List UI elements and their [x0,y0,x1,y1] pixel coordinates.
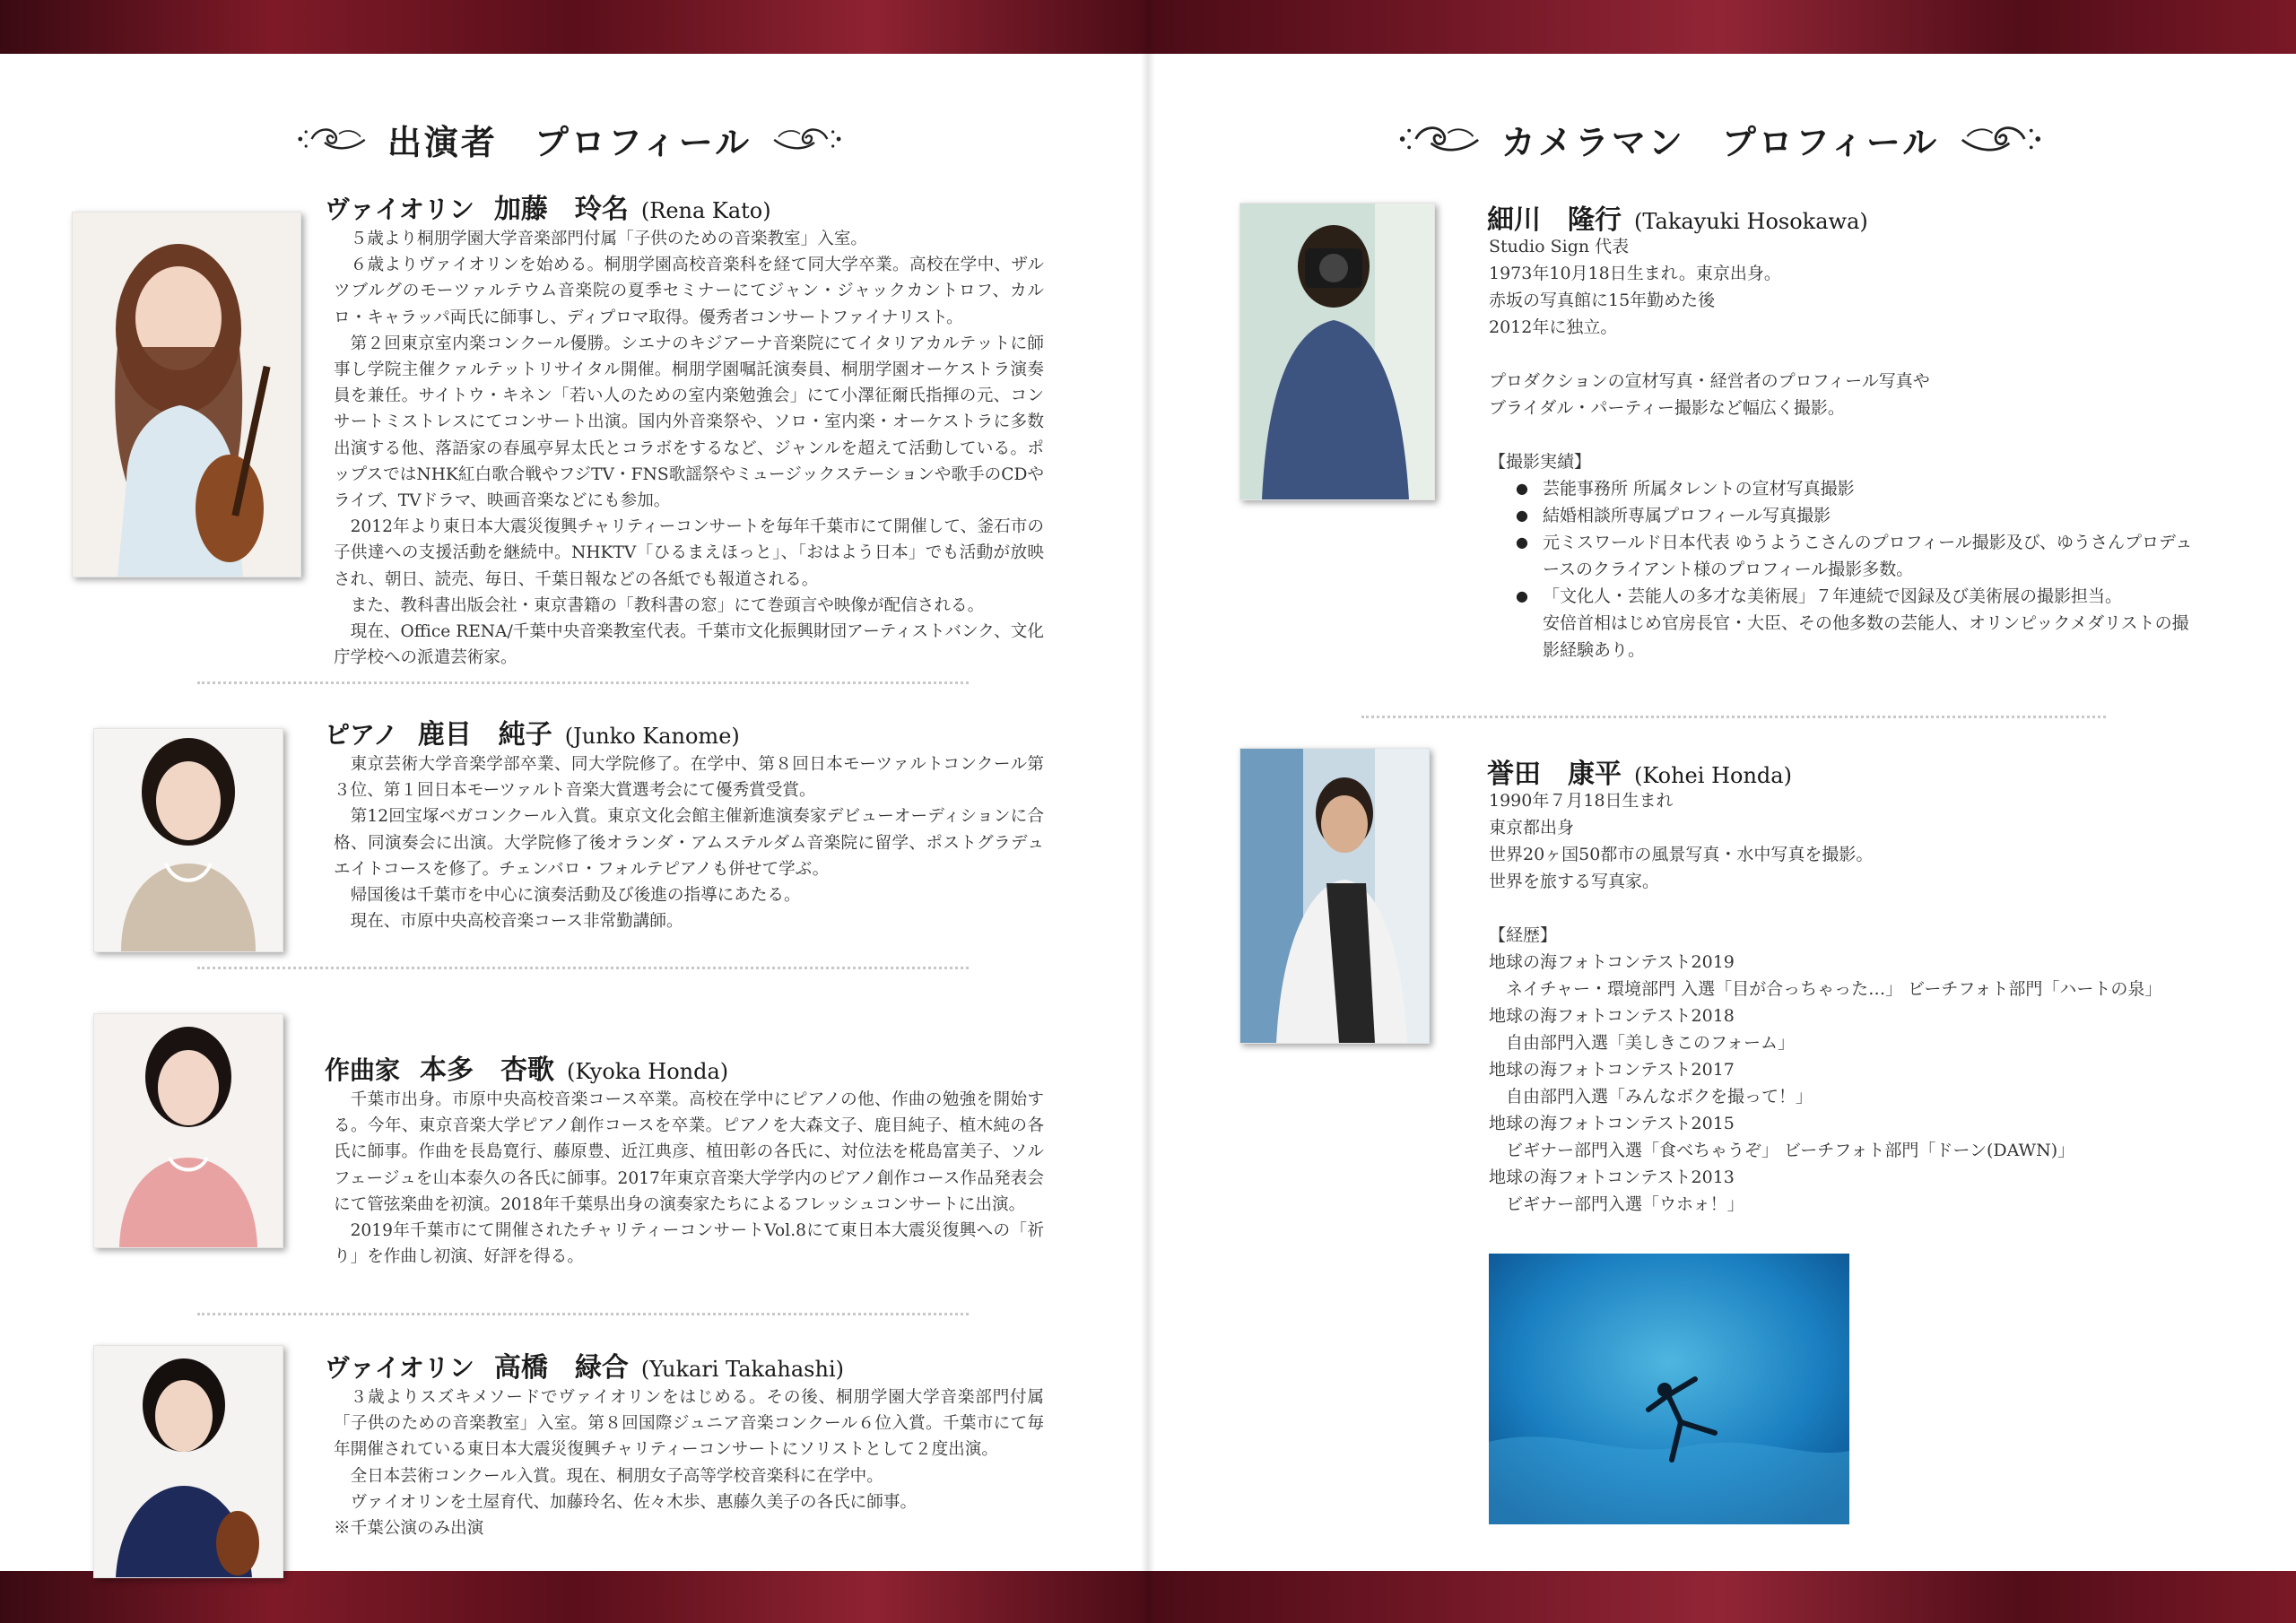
rena-kato-bio [334,226,1044,671]
underwater-diver-icon [1489,1254,1849,1524]
yukari-takahashi-bio [334,1384,1044,1541]
bio-paragraph: 2012年より東日本大震災復興チャリティーコンサートを毎年千葉市にて開催して、釜石市の子供達への支援活動を継続中。NHKTV「ひるまえほっと」、「おはよう日本」でも活動が放映され、朝日、読売、毎日、千葉日報などの各紙でも報道される。 [334,517,1044,589]
bio-paragraph: 全日本芸術コンクール入賞。現在、桐朋女子高等学校音楽科に在学中。 [350,1466,883,1486]
performer-roman-name: (Junko Kanome) [564,724,740,749]
underwater-photo [1489,1254,1849,1524]
bio-paragraph: 現在、Office RENA/千葉中央音楽教室代表。千葉市文化振興財団アーティストバンク、文化庁学校への派遣芸術家。 [334,622,1044,668]
kohei-honda-photo [1239,748,1430,1044]
history-item: ビギナー部門入選「ウホォ！」 [1489,1194,1744,1214]
kyoka-honda-name-line [325,1047,728,1087]
performer-name: 本多 杏歌 [420,1055,555,1086]
performer-roman-name: (Rena Kato) [640,198,771,223]
record-list [1516,475,2197,664]
photographer-name: 細川 隆行 [1487,204,1622,236]
section-divider [1361,716,2106,718]
bio-paragraph: 千葉市出身。市原中央高校音楽コース卒業。高校在学中にピアノの他、作曲の勉強を開始する。今年、東京音楽大学ピアノ創作コースを卒業。ピアノを大森文子、鹿目純子、植木純の各氏に師事。作曲を長島寛行、藤原豊、近江典彦、植田彰の各氏に、対位法を椛島富美子、ソルフェージュを山本泰久の各氏に師事。2017年東京音楽大学学内のピアノ創作コース作品発表会にて管弦楽曲を初演。2018年千葉県出身の演奏家たちによるフレッシュコンサートに出演。 [334,1090,1044,1214]
history-item: 地球の海フォトコンテスト2013 [1489,1167,1735,1187]
history-heading: 【経歴】 [1489,925,1558,945]
record-item: ● 芸能事務所 所属タレントの宣材写真撮影 [1516,475,2197,502]
profile-line: ブライダル・パーティー撮影など幅広く撮影。 [1489,398,1845,418]
junko-kanome-name-line [325,712,740,751]
section-divider [197,967,969,969]
kohei-honda-name-line [1487,751,1792,791]
performer-name: 鹿目 純子 [417,719,552,751]
kyoka-honda-photo [93,1013,283,1248]
history-item: 自由部門入選「みんなボクを撮って！」 [1489,1087,1813,1107]
photographer-with-camera-icon [1240,204,1434,499]
ornament-left-icon [1397,117,1482,161]
bio-paragraph: 帰国後は千葉市を中心に演奏活動及び後進の指導にあたる。 [350,886,801,906]
profile-line: 1990年７月18日生まれ [1489,791,1674,811]
history-item: 自由部門入選「美しきこのフォーム」 [1489,1033,1796,1053]
performer-role: ピアノ [325,720,398,750]
history-item: ネイチャー・環境部門 入選「目が合っちゃった…」 ビーチフォト部門「ハートの泉」 [1489,979,2162,999]
junko-kanome-photo [93,728,283,952]
bio-paragraph: 東京芸術大学音楽学部卒業、同大学院修了。在学中、第８回日本モーツァルトコンクール第３位、第１回日本モーツァルト音楽大賞選考会にて優秀賞受賞。 [334,755,1044,801]
yukari-takahashi-photo [93,1345,283,1578]
profile-line: 2012年に独立。 [1489,317,1618,337]
profile-line: 1973年10月18日生まれ。東京出身。 [1489,264,1781,283]
page-fold [1141,0,1155,1623]
record-item: ● 「文化人・芸能人の多才な美術展」７年連続で図録及び美術展の撮影担当。 [1516,583,2197,610]
profile-line: 東京都出身 [1489,818,1575,838]
violinist-portrait-icon [73,213,300,577]
profile-line: 赤坂の写真館に15年勤めた後 [1489,291,1716,310]
history-item: 地球の海フォトコンテスト2015 [1489,1114,1735,1133]
bio-paragraph: ヴァイオリンを土屋育代、加藤玲名、佐々木歩、惠藤久美子の各氏に師事。 [350,1492,918,1512]
performers-section-title [296,108,843,170]
bio-paragraph: ３歳よりスズキメソードでヴァイオリンをはじめる。その後、桐朋学園大学音楽部門付属「子供のための音楽教室」入室。第８回国際ジュニア音楽コンクール６位入賞。千葉市にて毎年開催されている東日本大震災復興チャリティーコンサートにソリストとして２度出演。 [334,1388,1044,1460]
photographers-section-title [1397,108,2043,170]
bio-paragraph: 現在、市原中央高校音楽コース非常勤講師。 [350,912,683,932]
rena-kato-photo [72,212,301,577]
composer-portrait-icon [94,1014,283,1247]
history-item: 地球の海フォトコンテスト2018 [1489,1006,1735,1026]
section-divider [197,1313,969,1315]
right-page [1155,54,2296,1571]
performer-role: ヴァイオリン [325,1353,474,1383]
photographer-name: 誉田 康平 [1487,759,1622,790]
performer-role: ヴァイオリン [325,195,474,224]
performer-name: 高橋 緑合 [493,1352,629,1384]
performer-roman-name: (Yukari Takahashi) [640,1357,844,1382]
profile-line: 世界20ヶ国50都市の風景写真・水中写真を撮影。 [1489,845,1874,864]
record-heading: 【撮影実績】 [1489,452,1592,472]
bio-paragraph: 2019年千葉市にて開催されたチャリティーコンサートVol.8にて東日本大震災復興への「祈り」を作曲し初演、好評を得る。 [334,1221,1044,1267]
performer-roman-name: (Kyoka Honda) [567,1059,729,1084]
violinist-portrait-icon [94,1346,283,1577]
ornament-left-icon [296,117,368,161]
takayuki-hosokawa-name-line [1487,197,1868,237]
photographer-roman-name: (Kohei Honda) [1634,763,1792,788]
profile-line: Studio Sign 代表 [1489,237,1630,256]
section-divider [197,681,969,684]
bio-paragraph: ５歳より桐朋学園大学音楽部門付属「子供のための音楽教室」入室。 [350,230,868,248]
bio-paragraph: また、教科書出版会社・東京書籍の「教科書の窓」にて巻頭言や映像が配信される。 [350,595,985,615]
rena-kato-name-line [325,187,771,226]
record-item: ● 結婚相談所専属プロフィール写真撮影 [1516,502,2197,529]
kyoka-honda-bio [334,1087,1044,1270]
takayuki-hosokawa-photo [1239,203,1435,500]
history-item: 地球の海フォトコンテスト2017 [1489,1060,1735,1080]
profile-line: 世界を旅する写真家。 [1489,872,1660,891]
record-item-continued: 安倍首相はじめ官房長官・大臣、その他多数の芸能人、オリンピックメダリストの撮影経験あり。 [1543,613,2189,660]
record-item: ● 元ミスワールド日本代表 ゆうようこさんのプロフィール撮影及び、ゆうさんプロデュースのクライアント様のプロフィール撮影多数。 [1516,529,2197,583]
photographer-portrait-icon [1240,749,1429,1043]
ornament-right-icon [1959,117,2043,161]
bio-paragraph: 第12回宝塚ベガコンクール入賞。東京文化会館主催新進演奏家デビューオーディションに合格、同演奏会に出演。大学院修了後オランダ・アムステルダム音楽院に留学、ポストグラデュエイトコースを修了。チェンバロ・フォルテピアノも併せて学ぶ。 [334,807,1044,879]
bio-note: ※千葉公演のみ出演 [334,1519,484,1539]
performer-role: 作曲家 [325,1055,401,1085]
yukari-takahashi-name-line [325,1345,844,1384]
history-item: 地球の海フォトコンテスト2019 [1489,952,1735,972]
profile-line: プロダクションの宣材写真・経営者のプロフィール写真や [1489,371,1930,391]
pianist-portrait-icon [94,729,283,951]
performer-name: 加藤 玲名 [493,194,629,225]
junko-kanome-bio [334,751,1044,934]
history-item: ビギナー部門入選「食べちゃうぞ」 ビーチフォト部門「ドーン(DAWN)」 [1489,1141,2075,1160]
ornament-right-icon [771,117,843,161]
bio-paragraph: ６歳よりヴァイオリンを始める。桐朋学園高校音楽科を経て同大学卒業。高校在学中、ザルツブルグのモーツァルテウム音楽院の夏季セミナーにてジャン・ジャックカントロフ、カルロ・キャラッパ両氏に師事し、ディプロマ取得。優秀者コンサートファイナリスト。 [334,256,1044,327]
left-page [0,54,1141,1571]
photographer-roman-name: (Takayuki Hosokawa) [1634,209,1868,234]
performers-title-text: 出演者 プロフィール [387,121,752,162]
photographers-title-text: カメラマン プロフィール [1500,121,1940,162]
bio-paragraph: 第２回東京室内楽コンクール優勝。シエナのキジアーナ音楽院にてイタリアカルテットに師事し学院主催クァルテットリサイタル開催。桐朋学園嘱託演奏員、桐朋学園オーケストラ演奏員を兼任。サイトウ・キネン「若い人のための室内楽勉強会」にて小澤征爾氏指揮の元、コンサートミストレスにてコンサート出演。国内外音楽祭や、ソロ・室内楽・オーケストラに多数出演する他、落語家の春風亭昇太氏とコラボをするなど、ジャンルを超えて活動している。ポップスではNHK紅白歌合戦やフジTV・FNS歌謡祭やミュージックステーションや歌手のCDやライブ、TVドラマ、映画音楽などにも参加。 [334,334,1044,511]
